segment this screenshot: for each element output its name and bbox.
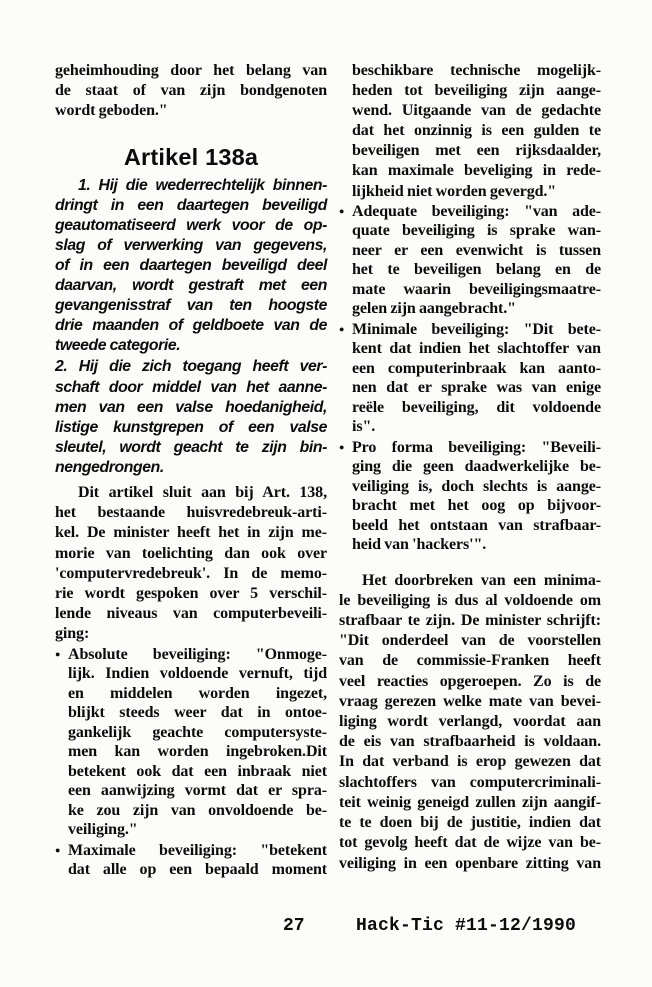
text-line: vraag gerezen welke mate van bevei-	[339, 692, 601, 710]
bullet-icon: ●	[339, 441, 345, 452]
text-line: neer er een evenwicht is tussen	[352, 241, 601, 259]
text-line: dat het onzinnig is een gulden te	[352, 122, 601, 140]
bullet-item	[339, 202, 601, 319]
bullet-item	[339, 438, 601, 555]
text-line: tot gevolg heeft dat de wijze van be-	[339, 834, 601, 852]
text-line: liging wordt verlangd, voordat aan	[339, 713, 601, 731]
text-line: Dit artikel sluit aan bij Art. 138,	[78, 484, 327, 502]
text-line: 2. Hij die zich toegang heeft ver-	[55, 358, 327, 376]
bullet-icon: ●	[339, 323, 345, 334]
text-line: de eis van strafbaarheid is voldaan.	[339, 733, 601, 751]
paragraph	[55, 61, 327, 122]
text-line: gankelijk geachte computersyste-	[68, 723, 327, 741]
page-number: 27	[283, 916, 305, 936]
text-line: is".	[352, 418, 376, 436]
text-line: listige kunstgrepen of een valse	[55, 418, 327, 436]
text-line: tweede categorie.	[55, 337, 181, 355]
text-line: geautomatiseerd werk voor de op-	[55, 216, 327, 234]
text-line: bracht met het oog op bijvoor-	[352, 497, 601, 515]
text-line: lende niveaus van computerbeveili-	[55, 605, 327, 623]
text-line: nen dat er sprake was van enige	[352, 379, 601, 397]
text-line: drie maanden of geldboete van de	[55, 317, 327, 335]
text-line: ging:	[55, 625, 90, 643]
text-line: gelen zijn aangebracht."	[352, 300, 516, 318]
text-line: morie van toelichting dan ook over	[55, 544, 327, 562]
text-line: van de commissie-Franken heeft	[339, 652, 601, 670]
paragraph	[55, 483, 327, 645]
bullet-item	[55, 841, 327, 880]
text-line: te te doen bij de justitie, indien dat	[339, 814, 601, 832]
text-line: reële beveiliging, dit voldoende	[352, 398, 601, 416]
text-line: Adequate beveiliging: "van ade-	[352, 202, 601, 220]
text-line: men van een valse hoedanigheid,	[55, 398, 327, 416]
bullet-icon: ●	[55, 844, 61, 855]
text-line: of in een daartegen beveiligd deel	[55, 256, 327, 274]
text-line: slag of verwerking van gegevens,	[55, 236, 327, 254]
text-line: beveiligen met een rijksdaalder,	[352, 142, 601, 160]
continued-paragraph	[339, 61, 601, 202]
left-column	[55, 61, 327, 880]
law-text-paragraph	[55, 357, 327, 478]
text-line: gevangenisstraf van ten hoogste	[55, 297, 327, 315]
text-line: le beveiliging is dus al voldoende om	[339, 591, 601, 609]
text-line: nengedrongen.	[55, 458, 164, 476]
magazine-title: Hack-Tic #11-12/1990	[356, 916, 577, 936]
text-line: de staat of van zijn bondgenoten	[55, 82, 327, 100]
text-line: Pro forma beveiliging: "Beveili-	[352, 438, 601, 456]
law-text-paragraph	[55, 176, 327, 357]
text-line: sleutel, wordt geacht te zijn bin-	[55, 438, 327, 456]
bullet-item	[55, 645, 327, 840]
text-line: veiliging is, doch slechts is aange-	[352, 477, 601, 495]
article-heading: Artikel 138a	[123, 143, 259, 170]
text-line: lijkheid niet worden gevergd."	[352, 182, 557, 200]
bullet-icon: ●	[339, 205, 345, 216]
text-line: ke zou zijn van onvoldoende be-	[68, 801, 327, 819]
text-line: schaft door middel van het aanne-	[55, 378, 327, 396]
text-line: dringt in een daartegen beveiligd	[55, 196, 327, 214]
text-line: blijkt steeds weer dat in ontoe-	[68, 704, 327, 722]
text-line: "Dit onderdeel van de voorstellen	[339, 632, 601, 650]
text-line: teit weinig geneigd zullen zijn aangif-	[339, 793, 601, 811]
text-line: dat alle op een bepaald moment	[68, 861, 327, 879]
text-line: heid van 'hackers'".	[352, 536, 487, 554]
text-line: Absolute beveiliging: "Onmoge-	[68, 645, 327, 663]
text-line: betekent ook dat een inbraak niet	[68, 762, 327, 780]
text-line: veel reacties opgeroepen. Zo is de	[339, 672, 601, 690]
text-line: 'computervredebreuk'. In de memo-	[55, 564, 327, 582]
text-line: een aanwijzing vormt dat er spra-	[68, 782, 327, 800]
text-line: geheimhouding door het belang van	[55, 62, 327, 79]
page-footer	[0, 916, 652, 940]
text-line: men kan worden ingebroken.Dit	[68, 743, 327, 761]
text-line: veiliging."	[68, 821, 138, 839]
text-line: slachtoffers van computercriminali-	[339, 773, 601, 791]
text-line: daarvan, wordt gestraft met een	[55, 277, 327, 295]
text-line: beeld het ontstaan van strafbaar-	[352, 516, 601, 534]
bullet-item	[339, 320, 601, 437]
text-line: het te beveiligen belang en de	[352, 261, 601, 279]
text-line: ging die geen daadwerkelijke be-	[352, 458, 601, 476]
text-line: In dat verband is erop gewezen dat	[339, 753, 601, 771]
text-line: heden tot beveiliging zijn aange-	[352, 82, 601, 100]
text-line: Het doorbreken van een minima-	[362, 571, 601, 589]
text-line: kel. De minister heeft het in zijn me-	[55, 524, 327, 542]
text-line: wordt geboden."	[55, 102, 168, 120]
text-line: Maximale beveiliging: "betekent	[68, 841, 327, 859]
text-line: 1. Hij die wederrechtelijk binnen-	[78, 176, 327, 194]
text-line: kent dat indien het slachtoffer van	[352, 340, 601, 358]
text-line: en middelen worden ingezet,	[68, 684, 327, 702]
text-line: wend. Uitgaande van de gedachte	[352, 102, 601, 120]
text-line: Minimale beveiliging: "Dit bete-	[352, 320, 601, 338]
text-line: kan maximale beveliging in rede-	[352, 162, 601, 180]
text-line: het bestaande huisvredebreuk-arti-	[55, 504, 327, 522]
bullet-icon: ●	[55, 648, 61, 659]
text-line: rie wordt gespoken over 5 verschil-	[55, 585, 327, 603]
right-column	[339, 61, 601, 874]
text-line: veiliging in een openbare zitting van	[339, 854, 601, 872]
paragraph	[339, 571, 601, 874]
text-line: lijk. Indien voldoende vernuft, tijd	[68, 665, 327, 683]
text-line: een computerinbraak kan aanto-	[352, 359, 601, 377]
text-line: beschikbare technische mogelijk-	[352, 62, 601, 79]
text-line: mate waarin beveiligingsmaatre-	[352, 280, 601, 298]
text-line: strafbaar te zijn. De minister schrijft:	[339, 612, 601, 630]
text-line: quate beveiliging is sprake wan-	[352, 222, 601, 240]
